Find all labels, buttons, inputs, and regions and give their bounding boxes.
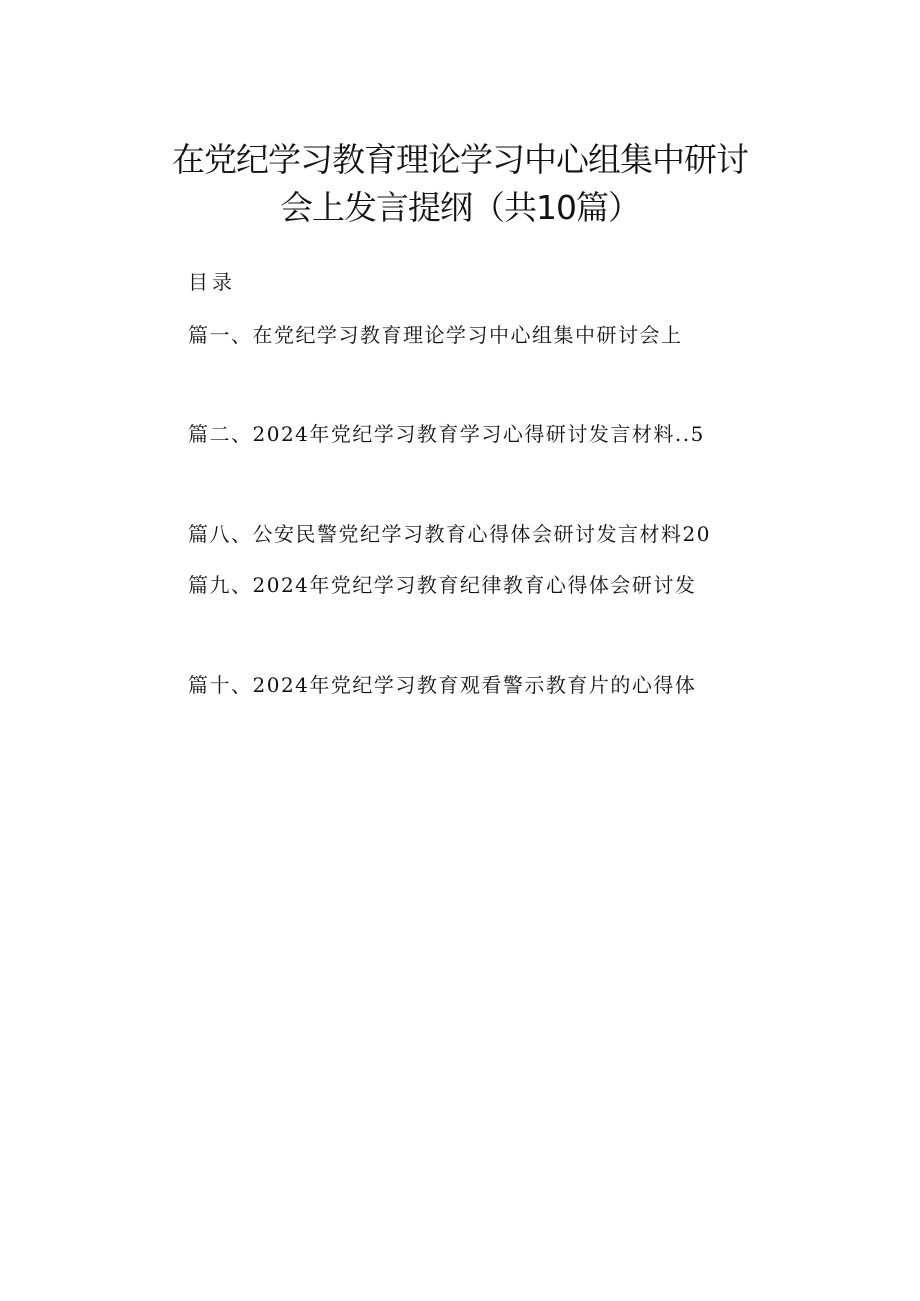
document-title-line-1: 在党纪学习教育理论学习中心组集中研讨 (172, 140, 748, 179)
toc-item-chapter-10[interactable]: 篇十、2024年党纪学习教育观看警示教育片的心得体 (188, 673, 697, 697)
document-title-line-2: 会上发言提纲（共10篇） (280, 188, 640, 227)
toc-item-chapter-9[interactable]: 篇九、2024年党纪学习教育纪律教育心得体会研讨发 (188, 573, 697, 597)
toc-heading: 目录 (188, 270, 236, 294)
toc-item-chapter-2[interactable]: 篇二、2024年党纪学习教育学习心得研讨发言材料..5 (188, 422, 705, 446)
toc-item-chapter-1[interactable]: 篇一、在党纪学习教育理论学习中心组集中研讨会上 (188, 323, 683, 347)
toc-item-chapter-8[interactable]: 篇八、公安民警党纪学习教育心得体会研讨发言材料20 (188, 522, 711, 546)
